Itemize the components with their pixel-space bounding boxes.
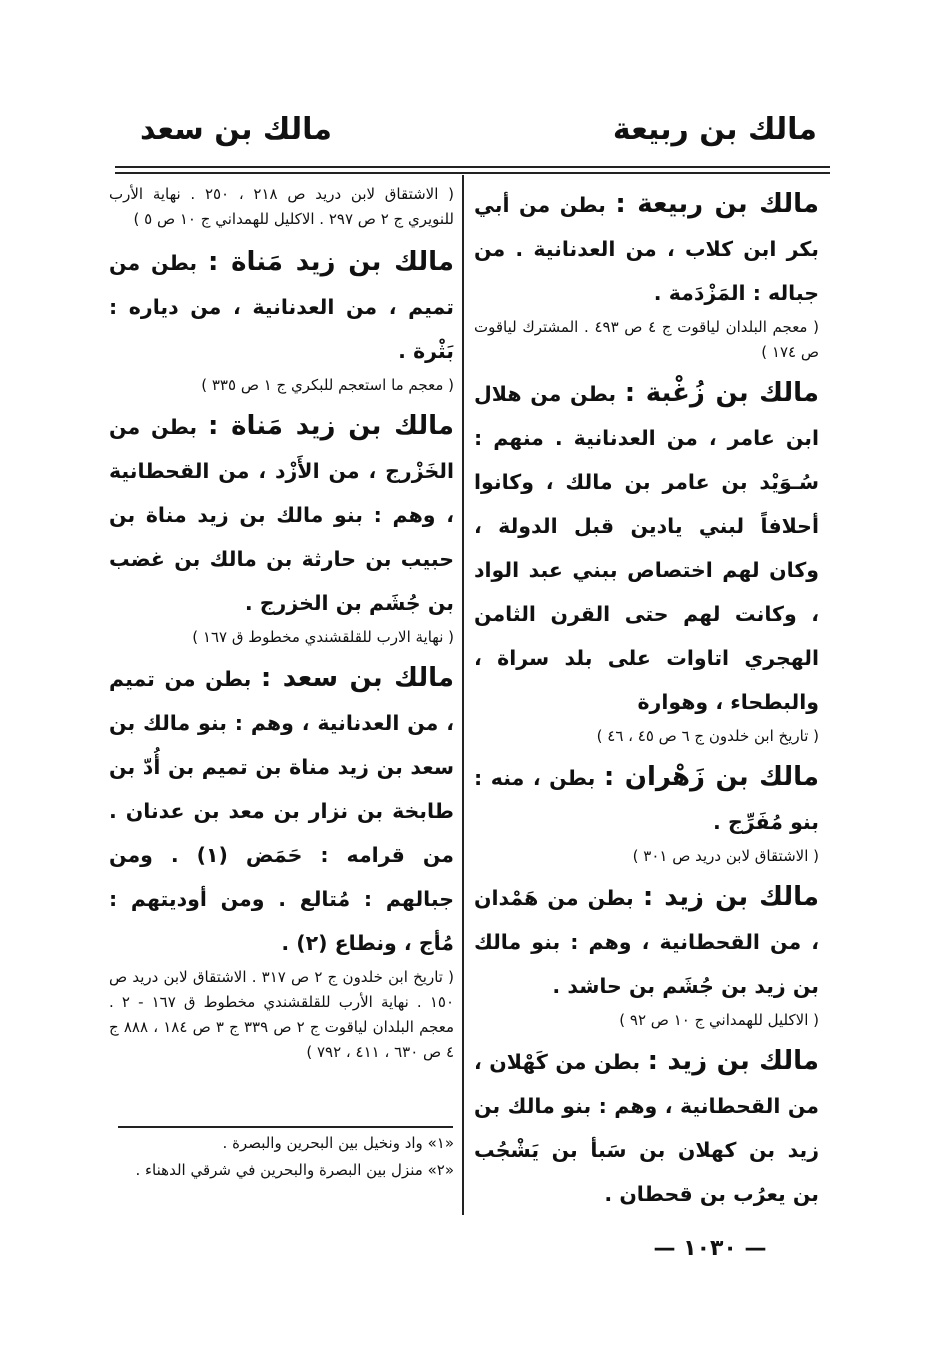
running-head-right: مالك بن ربيعة [612,112,817,147]
column-divider [462,175,464,1215]
entry-text: بطن من تميم ، من العدنانية ، من دياره : بَثْرة . [109,251,454,363]
entry [109,656,454,1065]
entry-text: بطن من هَمْدان ، من القحطانية ، وهم : بنو مالك بن زيد بن جُشَم بن حاشد . [474,886,819,998]
entry [474,371,819,749]
entry [109,240,454,398]
footnotes [109,1130,454,1184]
entry-source: ( الاشتقاق لابن دريد ص ٣٠١ ) [632,847,819,865]
entry [109,404,454,650]
entry [474,875,819,1033]
entry-heading: مالك بن سعد : [260,663,454,693]
entry-heading: مالك بن زيد : [647,1046,819,1076]
entry-source: ( نهاية الارب للقلقشندي مخطوط ق ١٦٧ ) [192,628,454,646]
entry-text: بطن من تميم ، من العدنانية ، وهم : بنو مالك بن سعد بن زيد مناة بن تميم بن أُدّ بن طابخة بن نزار بن معد بن عدنان . من قرامه : حَمَض (١) . ومن جبالهم : مُتالع . ومن أوديتهم : مُأج ، ونطاع (٢) . [109,667,454,955]
entry [474,755,819,869]
entry [474,182,819,365]
left-column [109,182,454,1071]
page-number: — ١٠٣٠ — [653,1236,767,1261]
entry-source: ( تاريخ ابن خلدون ج ٦ ص ٤٥ ، ٤٦ ) [596,727,819,745]
entry-source: ( تاريخ ابن خلدون ج ٢ ص ٣١٧ . الاشتقاق لابن دريد ص ١٥٠ . نهاية الأرب للقلقشندي مخطوط ق ١٦٧ - ٢ . معجم البلدان لياقوت ج ٢ ص ٣٣٩ ج ٣ ص ١٨٤ ، ٨٨٨ ج ٤ ص ٦٣٠ ، ٤١١ ، ٧٩٢ ) [109,968,455,1061]
entry-source: ( الاكليل للهمداني ج ١٠ ص ٩٢ ) [619,1011,819,1029]
footnote-rule [118,1126,453,1128]
header-rule [115,166,830,168]
entry-source: ( معجم البلدان لياقوت ج ٤ ص ٤٩٣ . المشترك لياقوت ص ١٧٤ ) [474,318,819,361]
entry-text: بطن من كَهْلان ، من القحطانية ، وهم : بنو مالك بن زيد بن كهلان بن سَبأ بن يَشْجُب بن يعرُب بن قحطان . [474,1050,819,1206]
entry-heading: مالك بن زيد مَناة : [207,247,454,277]
entry-source: ( معجم ما استعجم للبكري ج ١ ص ٣٣٥ ) [201,376,454,394]
running-head-left: مالك بن سعد [140,112,332,147]
entry-heading: مالك بن زَهْران : [603,762,819,792]
entry-text: بطن من هلال ابن عامر ، من العدنانية . منهم : سُـوَيْد بن عامر بن مالك ، وكانوا أحلافاً لبني يادين قبل الدولة ، وكان لهم اختصاص ببني عبد الواد ، وكانت لهم حتى القرن الثامن الهجري اتاوات على بلد سراة ، والبطحاء ، وهوارة [474,382,819,714]
footnote: «١» واد ونخيل بين البحرين والبصرة . [222,1134,454,1152]
entry-text: بطن من أبي بكر ابن كلاب ، من العدنانية . من جباله : المَزْدَمة . [474,193,819,305]
footnote: «٢» منزل بين البصرة والبحرين في شرقي الدهناء . [135,1161,454,1179]
right-column [474,182,819,1222]
entry-heading: مالك بن زيد : [642,882,820,912]
header-rule [115,172,830,174]
entry [474,1039,819,1216]
entry-heading: مالك بن زُغْبة : [624,378,819,408]
entry-heading: مالك بن زيد مَناة : [207,411,454,441]
entry-text: بطن ، منه : بنو مُفَرِّج . [474,766,819,834]
entry-text: بطن من الخَزْرج ، من الأَزْد ، من القحطانية ، وهم : بنو مالك بن زيد مناة بن حبيب بن حارثة بن مالك بن غضب بن جُشَم بن الخزرج . [109,415,454,615]
continued-source: ( الاشتقاق لابن دريد ص ٢١٨ ، ٢٥٠ . نهاية الأرب للنويري ج ٢ ص ٢٩٧ . الاكليل للهمداني ج ١٠ ص ٥ ) [109,185,454,228]
entry-heading: مالك بن ربيعة : [615,189,819,219]
